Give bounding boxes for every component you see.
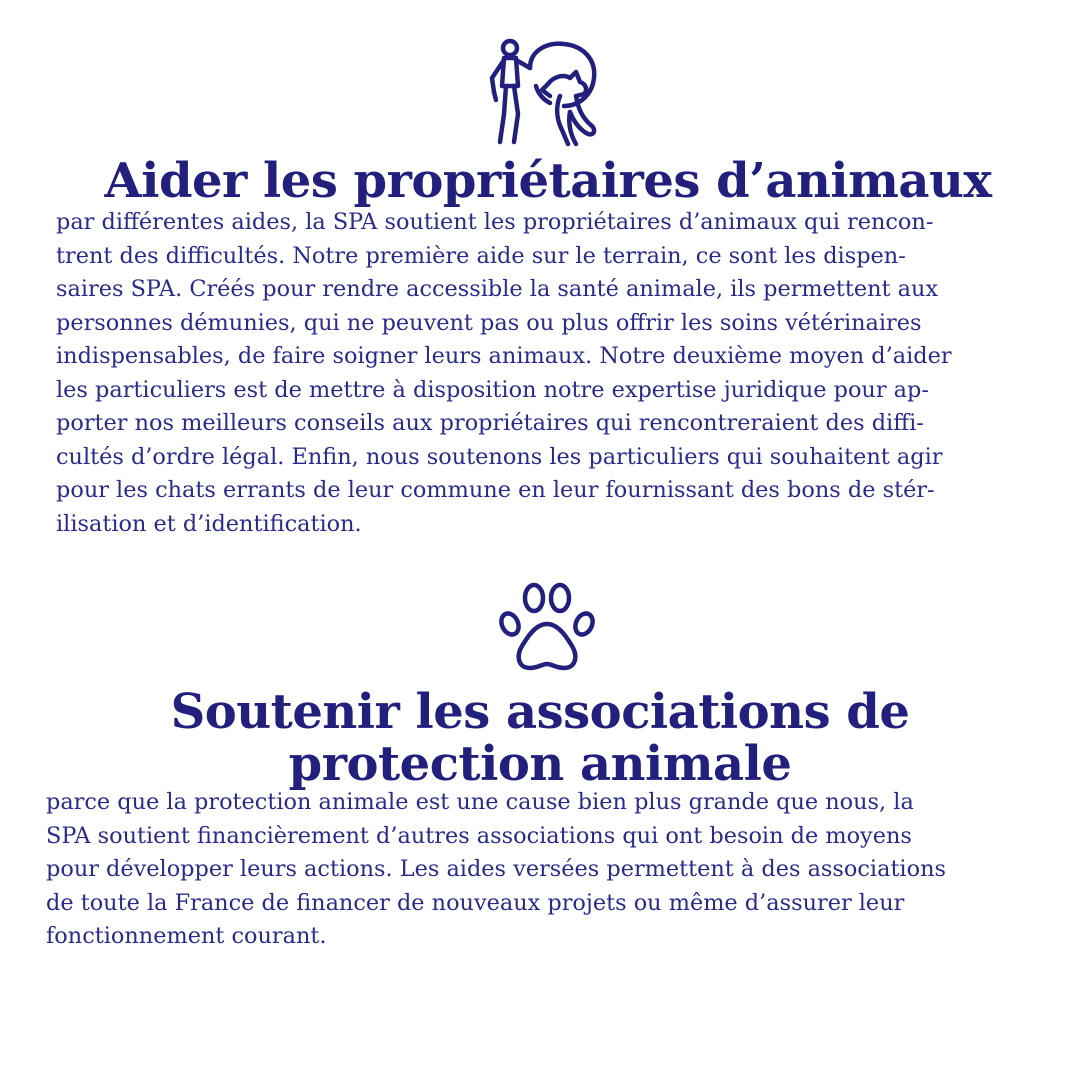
section-title-associations (0, 686, 1080, 790)
section-title-associations-line1: Soutenir les associations de (170, 684, 910, 740)
section-title-associations-line2: protection animale (288, 736, 792, 792)
person-with-dog-icon (484, 38, 610, 150)
section-title-owners: Aider les propriétaires d’animaux (104, 153, 992, 209)
paw-icon (496, 580, 598, 676)
section-text-owners: par différentes aides, la SPA soutient les propriétaires d’animaux qui rencon- trent des difficultés. Notre première aide sur le terrain, ce sont les dispen- saires SPA. Créés pour rendre accessible la santé animale, ils permettent aux personnes démunies, qui ne peuvent pas ou plus offrir les soins vétérinaires indispensables, de faire soigner leurs animaux. Notre deuxième moyen d’aider les particuliers est de mettre à disposition notre expertise juridique pour ap- porter nos meilleurs conseils aux propriétaires qui rencontreraient des diffi- cultés d’ordre légal. Enfin, nous soutenons les particuliers qui souhaitent agir pour les chats errants de leur commune en leur fournissant des bons de stér- ilisation et d’identification. (56, 209, 952, 537)
section-text-associations: parce que la protection animale est une cause bien plus grande que nous, la SPA soutient financièrement d’autres associations qui ont besoin de moyens pour développer leurs actions. Les aides versées permettent à des associations de toute la France de financer de nouveaux projets ou même d’assurer leur fonctionnement courant. (46, 789, 946, 949)
